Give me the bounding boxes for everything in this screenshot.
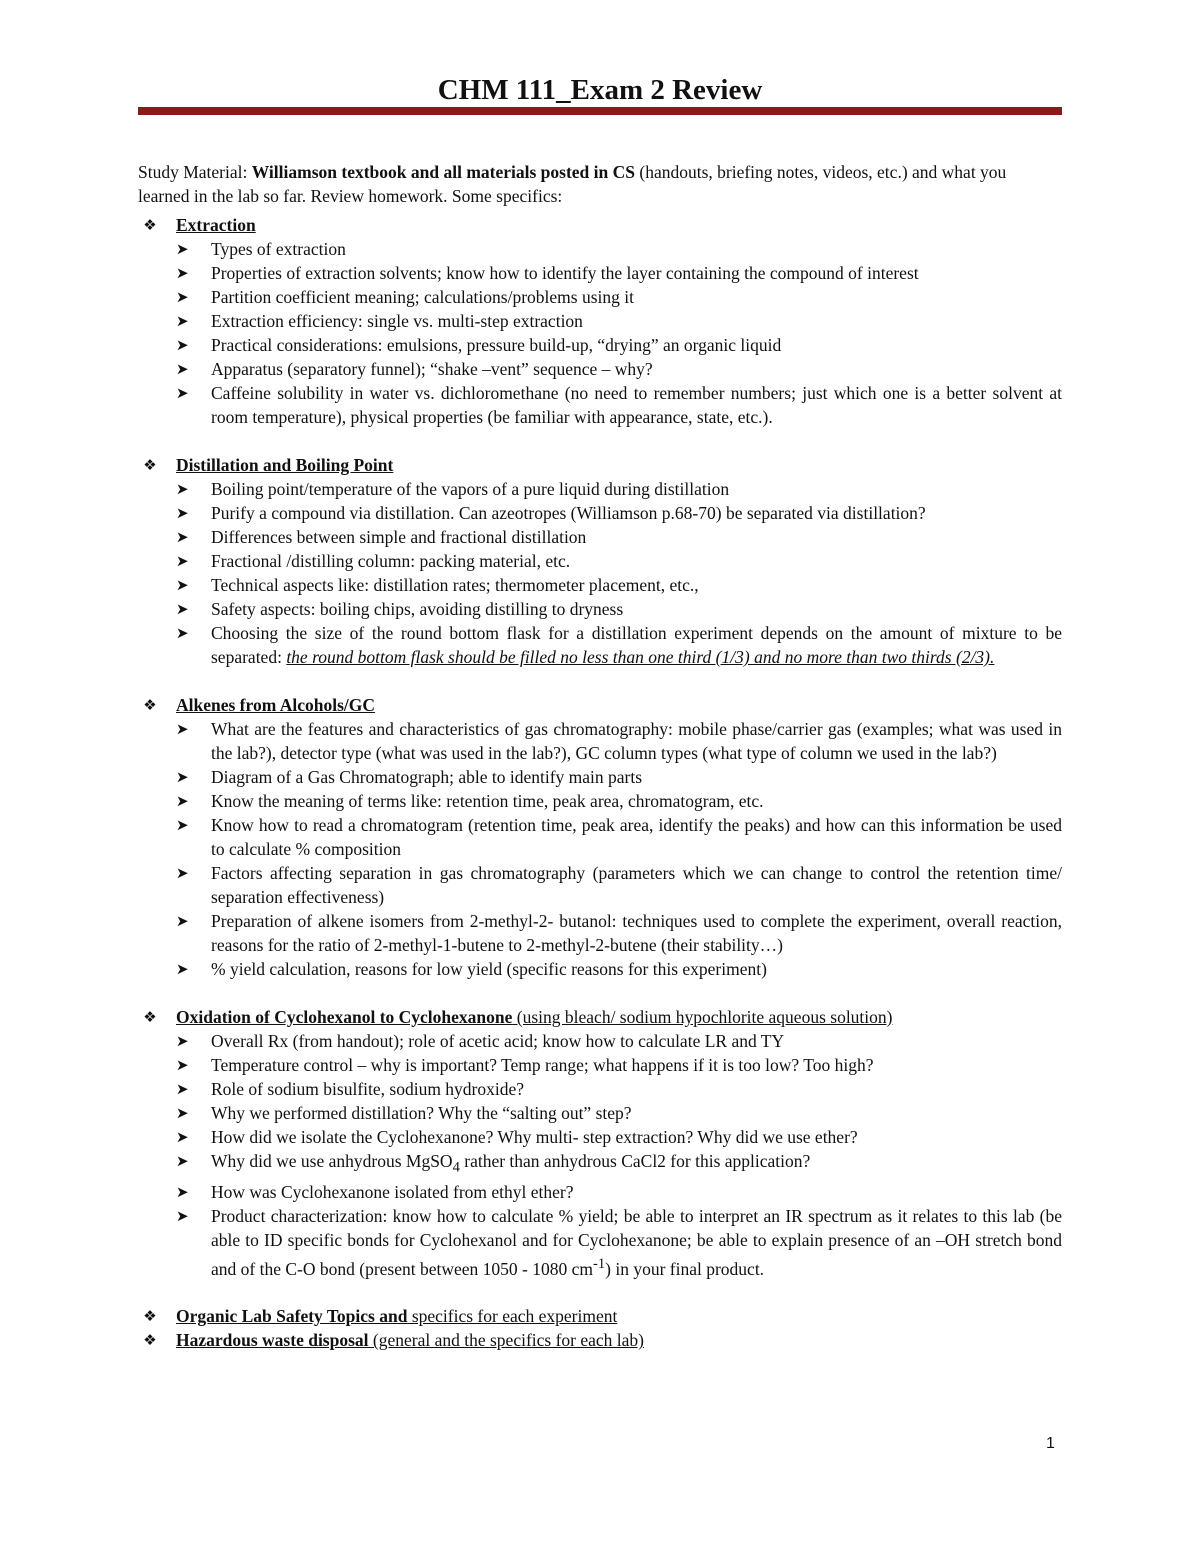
list-item: ➤ What are the features and characteristics of gas chromatography: mobile phase/carrier gas (examples; what was used in the lab?), detector type (what was used in the lab?), GC column types (what type of column we used in the lab?) <box>176 719 1062 763</box>
arrow-bullet-icon: ➤ <box>176 528 189 546</box>
diamond-bullet-icon: ❖ <box>143 216 157 234</box>
section-heading <box>138 1328 1062 1352</box>
arrow-bullet-icon: ➤ <box>176 384 189 402</box>
section-lab-safety <box>138 1304 1062 1328</box>
list-item: ➤ Choosing the size of the round bottom flask for a distillation experiment depends on the amount of mixture to be separated: the round bottom flask should be filled no less than one third (1/3) and no more than two thirds (2/3). <box>176 623 1062 667</box>
list-item: ➤ Properties of extraction solvents; know how to identify the layer containing the compound of interest <box>176 263 919 283</box>
arrow-bullet-icon: ➤ <box>176 336 189 354</box>
list-item: ➤ Purify a compound via distillation. Can azeotropes (Williamson p.68-70) be separated via distillation? <box>176 503 926 523</box>
section-subtitle: specifics for each experiment <box>407 1306 618 1327</box>
flask-fill-rule: the round bottom flask should be filled no less than one third (1/3) and no more than two thirds (2/3). <box>286 647 995 667</box>
intro-rest: (handouts, briefing notes, videos, etc.) and what you learned in the lab so far. Review homework. Some specifics: <box>138 161 1007 206</box>
list-item: ➤ Know the meaning of terms like: retention time, peak area, chromatogram, etc. <box>176 791 764 811</box>
arrow-bullet-icon: ➤ <box>176 816 189 834</box>
section-heading <box>138 213 1062 237</box>
section-subtitle: (using bleach/ sodium hypochlorite aqueous solution) <box>512 1007 893 1027</box>
list-item: ➤ Role of sodium bisulfite, sodium hydroxide? <box>176 1079 525 1099</box>
section-extraction <box>138 213 1062 429</box>
list-item: ➤ Fractional /distilling column: packing material, etc. <box>176 551 571 571</box>
arrow-bullet-icon: ➤ <box>176 792 189 810</box>
arrow-bullet-icon: ➤ <box>176 504 189 522</box>
page-title: CHM 111_Exam 2 Review <box>437 74 763 106</box>
list-item: ➤ Know how to read a chromatogram (retention time, peak area, identify the peaks) and how can this information be used to calculate % composition <box>176 815 1062 859</box>
section-title: Organic Lab Safety Topics and <box>176 1306 408 1327</box>
arrow-bullet-icon: ➤ <box>176 960 189 978</box>
list-item: ➤ Apparatus (separatory funnel); “shake –vent” sequence – why? <box>176 359 653 379</box>
list-item: ➤ Types of extraction <box>176 239 346 259</box>
arrow-bullet-icon: ➤ <box>176 1032 189 1050</box>
list-item: ➤ Differences between simple and fractional distillation <box>176 527 587 547</box>
arrow-bullet-icon: ➤ <box>176 1128 189 1146</box>
section-heading <box>138 1304 1062 1328</box>
section-oxidation <box>138 1005 1062 1280</box>
list-item: ➤ Temperature control – why is important? Temp range; what happens if it is too low? Too high? <box>176 1055 874 1075</box>
arrow-bullet-icon: ➤ <box>176 480 189 498</box>
review-sections <box>138 213 1062 1352</box>
arrow-bullet-icon: ➤ <box>176 624 189 642</box>
arrow-bullet-icon: ➤ <box>176 1104 189 1122</box>
study-material-intro <box>138 160 1062 208</box>
list-item: ➤ Practical considerations: emulsions, pressure build-up, “drying” an organic liquid <box>176 335 782 355</box>
section-heading <box>138 1005 1062 1029</box>
list-item: ➤ How was Cyclohexanone isolated from ethyl ether? <box>176 1181 574 1202</box>
arrow-bullet-icon: ➤ <box>176 576 189 594</box>
section-subtitle: (general and the specifics for each lab) <box>368 1330 645 1351</box>
arrow-bullet-icon: ➤ <box>176 240 189 258</box>
list-item: ➤ Product characterization: know how to calculate % yield; be able to interpret an IR spectrum as it relates to this lab (be able to ID specific bonds for Cyclohexanol and for Cyclohexanone; be able to explain presence of an –OH stretch bond and of the C-O bond (present between 1050 - 1080 $cm^{-1}$) in your final product. <box>176 1205 1062 1279</box>
arrow-bullet-icon: ➤ <box>176 912 189 930</box>
section-title: Hazardous waste disposal <box>176 1330 369 1351</box>
list-item: ➤ How did we isolate the Cyclohexanone? Why multi- step extraction? Why did we use ether? <box>176 1127 858 1147</box>
page-number: 1 <box>1046 1435 1055 1452</box>
item-list <box>138 717 1062 981</box>
arrow-bullet-icon: ➤ <box>176 552 189 570</box>
arrow-bullet-icon: ➤ <box>176 1152 189 1170</box>
list-item: ➤ Technical aspects like: distillation rates; thermometer placement, etc., <box>176 575 699 595</box>
arrow-bullet-icon: ➤ <box>176 864 189 882</box>
arrow-bullet-icon: ➤ <box>176 1182 189 1201</box>
diamond-bullet-icon: ❖ <box>143 696 157 714</box>
section-alkenes-gc <box>138 693 1062 981</box>
list-item: ➤ Caffeine solubility in water vs. dichloromethane (no need to remember numbers; just which one is a better solvent at room temperature), physical properties (be familiar with appearance, state, etc.). <box>176 383 1062 427</box>
list-item: ➤ Diagram of a Gas Chromatograph; able to identify main parts <box>176 767 643 787</box>
section-title: Oxidation of Cyclohexanol to Cyclohexanone <box>176 1007 513 1027</box>
item-list <box>138 1029 1062 1280</box>
list-item: ➤ Preparation of alkene isomers from 2-methyl-2- butanol: techniques used to complete the experiment, overall reaction, reasons for the ratio of 2-methyl-1-butene to 2-methyl-2-butene (their stability…) <box>176 911 1062 955</box>
arrow-bullet-icon: ➤ <box>176 264 189 282</box>
list-item: ➤ % yield calculation, reasons for low yield (specific reasons for this experiment) <box>176 959 767 979</box>
arrow-bullet-icon: ➤ <box>176 720 189 738</box>
arrow-bullet-icon: ➤ <box>176 1056 189 1074</box>
section-title: Extraction <box>176 215 256 235</box>
arrow-bullet-icon: ➤ <box>176 288 189 306</box>
section-hazardous-waste <box>138 1328 1062 1352</box>
item-list <box>138 237 1062 429</box>
intro-lead: Study Material: <box>138 161 252 182</box>
section-distillation <box>138 453 1062 669</box>
list-item: ➤ Overall Rx (from handout); role of acetic acid; know how to calculate LR and TY <box>176 1031 785 1051</box>
list-item: ➤ Why did we use anhydrous MgSO$_4$ rather than anhydrous CaCl2 for this application? <box>176 1151 811 1176</box>
diamond-bullet-icon: ❖ <box>143 1008 157 1026</box>
list-item: ➤ Safety aspects: boiling chips, avoiding distilling to dryness <box>176 599 624 619</box>
section-title: Distillation and Boiling Point <box>176 455 394 475</box>
title-rule <box>138 107 1062 115</box>
arrow-bullet-icon: ➤ <box>176 768 189 786</box>
diamond-bullet-icon: ❖ <box>143 456 157 474</box>
list-item: ➤ Extraction efficiency: single vs. multi-step extraction <box>176 311 583 331</box>
list-item: ➤ Why we performed distillation? Why the “salting out” step? <box>176 1103 632 1123</box>
section-heading <box>138 453 1062 477</box>
diamond-bullet-icon: ❖ <box>143 1331 157 1350</box>
arrow-bullet-icon: ➤ <box>176 360 189 378</box>
section-heading <box>138 693 1062 717</box>
arrow-bullet-icon: ➤ <box>176 1080 189 1098</box>
list-item: ➤ Boiling point/temperature of the vapors of a pure liquid during distillation <box>176 479 730 499</box>
arrow-bullet-icon: ➤ <box>176 1206 189 1225</box>
section-title: Alkenes from Alcohols/GC <box>176 695 375 715</box>
diamond-bullet-icon: ❖ <box>143 1307 157 1326</box>
item-list <box>138 477 1062 669</box>
arrow-bullet-icon: ➤ <box>176 312 189 330</box>
list-item: ➤ Partition coefficient meaning; calculations/problems using it <box>176 287 634 307</box>
arrow-bullet-icon: ➤ <box>176 600 189 618</box>
intro-bold: Williamson textbook and all materials posted in CS <box>251 161 635 182</box>
list-item: ➤ Factors affecting separation in gas chromatography (parameters which we can change to control the retention time/ separation effectiveness) <box>176 863 1062 907</box>
